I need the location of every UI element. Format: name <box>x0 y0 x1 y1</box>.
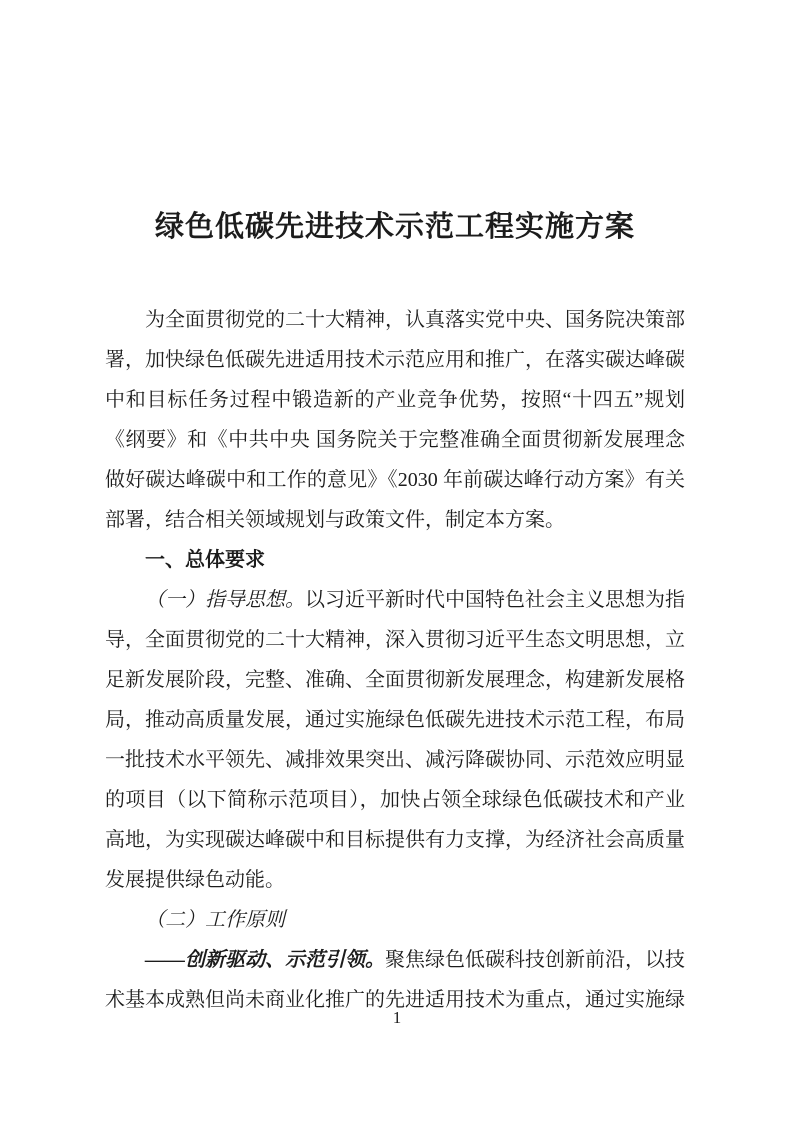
text-run: 聚焦绿色低碳科技创新前沿，以技术基本成熟但尚未商业化推广的先进适用技术为重点，通过实施绿 <box>105 949 685 1011</box>
paragraph <box>105 300 685 540</box>
paragraph <box>105 580 685 900</box>
section-heading <box>105 900 685 940</box>
text-run: 一、总体要求 <box>145 549 265 571</box>
text-run: （一）指导思想。 <box>145 589 305 611</box>
text-run: 以习近平新时代中国特色社会主义思想为指导，全面贯彻党的二十大精神，深入贯彻习近平生态文明思想，立足新发展阶段，完整、准确、全面贯彻新发展理念，构建新发展格局，推动高质量发展，通过实施绿色低碳先进技术示范工程，布局一批技术水平领先、减排效果突出、减污降碳协同、示范效应明显的项目（以下简称示范项目），加快占领全球绿色低碳技术和产业高地，为实现碳达峰碳中和目标提供有力支撑，为经济社会高质量发展提供绿色动能。 <box>105 589 685 891</box>
document-body <box>105 300 685 1020</box>
text-run: （二）工作原则 <box>145 909 285 931</box>
document-title: 绿色低碳先进技术示范工程实施方案 <box>154 211 635 243</box>
section-heading <box>105 540 685 580</box>
text-run: ——创新驱动、示范引领。 <box>145 949 385 971</box>
text-run: 为全面贯彻党的二十大精神，认真落实党中央、国务院决策部署，加快绿色低碳先进适用技术示范应用和推广，在落实碳达峰碳中和目标任务过程中锻造新的产业竞争优势，按照“十四五”规划《纲要》和《中共中央 国务院关于完整准确全面贯彻新发展理念做好碳达峰碳中和工作的意见》《2030 年前碳达峰行动方案》有关部署，结合相关领域规划与政策文件，制定本方案。 <box>105 309 685 531</box>
page-number: 1 <box>392 1008 402 1027</box>
